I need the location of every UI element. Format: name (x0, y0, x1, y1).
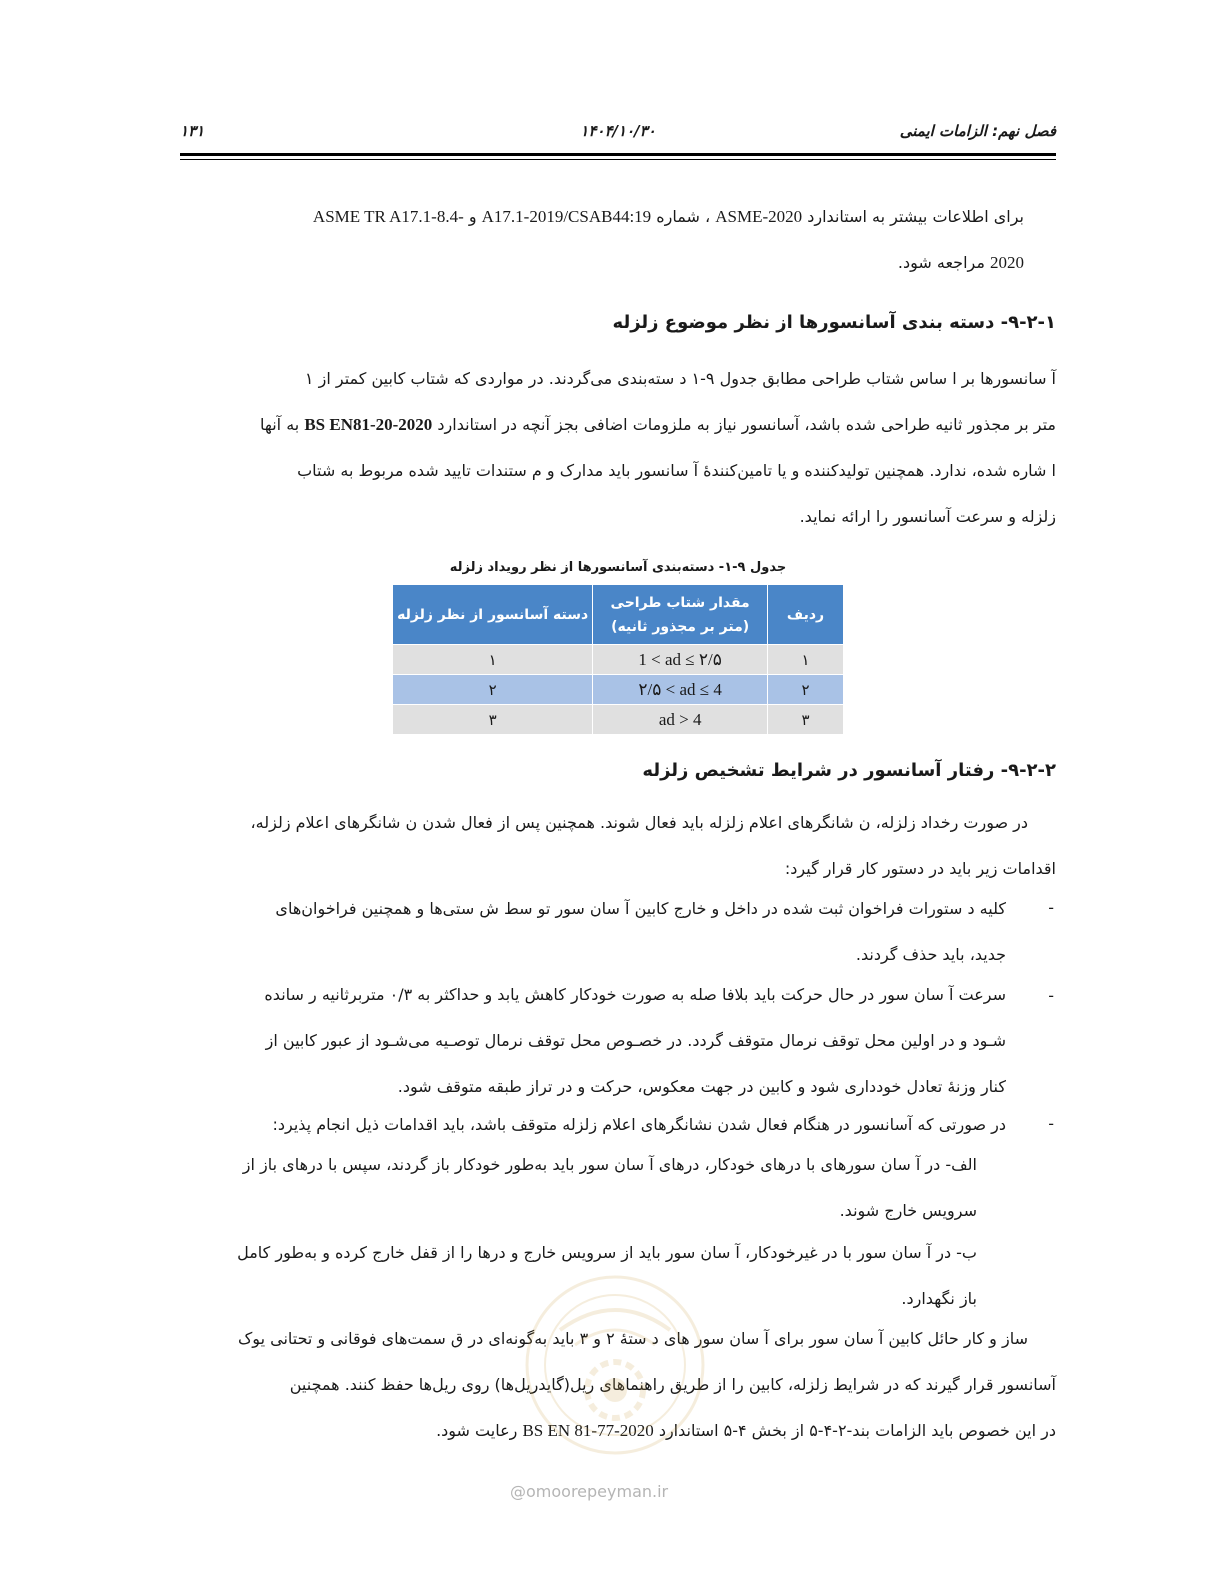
paragraph-line: جدید، باید حذف گردند. (855, 945, 1006, 964)
paragraph-line: متر بر مجذور ثانیه طراحی شده باشد، آسانسور نیاز به ملزومات اضافی بجز آنچه در استاندارد BS EN81-20-2020 به آنها (259, 415, 1056, 434)
header-date: ۱۴۰۴/۱۰/۳۰ (580, 122, 656, 140)
cell-row: ۳ (767, 705, 843, 735)
paragraph-line: کلیه د ستورات فراخوان ثبت شده در داخل و خارج کابین آ سان سور تو سط ش ستی‌ها و همچنین فراخوان‌های (275, 899, 1006, 918)
section2-intro-paragraph (168, 800, 1056, 892)
paragraph-line: ساز و کار حائل کابین آ سان سور برای آ سان سور های د ستۀ ۲ و ۳ باید به‌گونه‌ای در ق سمت‌های فوقانی و تحتانی یوک (237, 1329, 1028, 1348)
cell-accel: ad > 4 (593, 705, 768, 735)
paragraph-line: زلزله و سرعت آسانسور را ارائه نماید. (799, 507, 1056, 526)
section-heading-9-2-1: ۹-۲-۱- دسته بندی آسانسورها از نظر موضوع زلزله (612, 312, 1056, 333)
paragraph-line: آسانسور قرار گیرند که در شرایط زلزله، کابین را از طریق راهنماهای ریل(گایدریل‌ها) روی ریل‌ها حفظ کنند. همچنین (289, 1375, 1056, 1394)
table-row (393, 705, 844, 735)
paragraph-line: در این خصوص باید الزامات بند-۲-۴-۵ از بخش ۴-۵ استاندارد BS EN 81-77-2020 رعایت شود. (436, 1421, 1056, 1440)
page-number: ۱۳۱ (180, 122, 205, 140)
intro-line-2: 2020 مراجعه شود. (897, 253, 1024, 272)
section-heading-9-2-2: ۹-۲-۲- رفتار آسانسور در شرایط تشخیص زلزله (642, 760, 1056, 781)
paragraph-line: در صورت رخداد زلزله، ن شانگرهای اعلام زلزله باید فعال شوند. همچنین پس از فعال شدن ن شانگرهای اعلام زلزله، (250, 813, 1028, 832)
paragraph-line: ا شاره شده، ندارد. همچنین تولیدکننده و یا تامین‌کنندۀ آ سانسور باید مدارک و م ستندات تایید شده مربوط به شتاب (297, 461, 1056, 480)
cell-accel: ۲/۵ < ad ≤ 4 (593, 675, 768, 705)
table-caption: جدول ۹-۱- دسته‌بندی آسانسورها از نظر رویداد زلزله (449, 560, 787, 575)
paragraph-line: ب- در آ سان سور با در غیرخودکار، آ سان سور باید از سرویس خارج و درها را از قفل خارج کرده و به‌طور کامل (237, 1243, 977, 1262)
cell-accel: 1 < ad ≤ ۲/۵ (593, 645, 768, 675)
watermark-seal-icon (520, 1270, 710, 1460)
table-row (393, 645, 844, 675)
intro-line-1: برای اطلاعات بیشتر به استاندارد ASME-2020 ، شماره A17.1-2019/CSAB44:19 و ASME TR A17.1-8.4- (312, 207, 1024, 226)
paragraph-line: کنار وزنۀ تعادل خودداری شود و کابین در جهت معکوس، حرکت و در تراز طبقه متوقف شود. (397, 1077, 1006, 1096)
paragraph-line: سرعت آ سان سور در حال حرکت باید بلافا صله به صورت خودکار کاهش یابد و حداکثر به ۰/۳ متربرثانیه ر سانده (264, 985, 1006, 1004)
table-header-row (393, 585, 844, 645)
header-design-acceleration: مقدار شتاب طراحی (متر بر مجذور ثانیه) (593, 585, 768, 645)
watermark-site-text: @omoorepeyman.ir (510, 1482, 669, 1501)
bullet-2 (188, 972, 1006, 1110)
chapter-title: فصل نهم: الزامات ایمنی (899, 122, 1056, 140)
paragraph-line: اقدامات زیر باید در دستور کار قرار گیرد: (784, 859, 1056, 878)
header-rule-thin (180, 159, 1056, 160)
paragraph-line: شـود و در اولین محل توقف نرمال متوقف گردد. در خصـوص محل توقف نرمال توصـیه می‌شـود از عبور کابین از (265, 1031, 1006, 1050)
bullet-marker: - (1048, 986, 1054, 1005)
page-header (180, 122, 1056, 144)
cell-category: ۱ (393, 645, 593, 675)
header-category: دسته آسانسور از نظر زلزله (393, 585, 593, 645)
section1-paragraph (168, 356, 1056, 540)
intro-paragraph (184, 194, 1024, 286)
header-rule-thick (180, 153, 1056, 156)
header-row-number: ردیف (767, 585, 843, 645)
paragraph-line: سرویس خارج شوند. (839, 1201, 977, 1220)
paragraph-line: الف- در آ سان سورهای با درهای خودکار، درهای آ سان سور باید به‌طور خودکار باز گردند، سپس با درهای باز از (242, 1155, 977, 1174)
sub-item-alef (187, 1142, 977, 1234)
bullet-marker: - (1048, 1114, 1054, 1133)
bullet-1 (188, 886, 1006, 978)
cell-category: ۳ (393, 705, 593, 735)
cell-row: ۲ (767, 675, 843, 705)
table-row (393, 675, 844, 705)
cell-row: ۱ (767, 645, 843, 675)
earthquake-category-table (392, 584, 844, 735)
paragraph-line: آ سانسورها بر ا ساس شتاب طراحی مطابق جدول ۹-۱ د سته‌بندی می‌گردند. در مواردی که شتاب کابین کمتر از ۱ (304, 369, 1056, 388)
bullet-marker: - (1048, 898, 1054, 917)
paragraph-line: باز نگهدارد. (901, 1289, 977, 1308)
cell-category: ۲ (393, 675, 593, 705)
paragraph-line: در صورتی که آسانسور در هنگام فعال شدن نشانگرهای اعلام زلزله متوقف باشد، باید اقدامات ذیل انجام پذیرد: (272, 1115, 1006, 1134)
